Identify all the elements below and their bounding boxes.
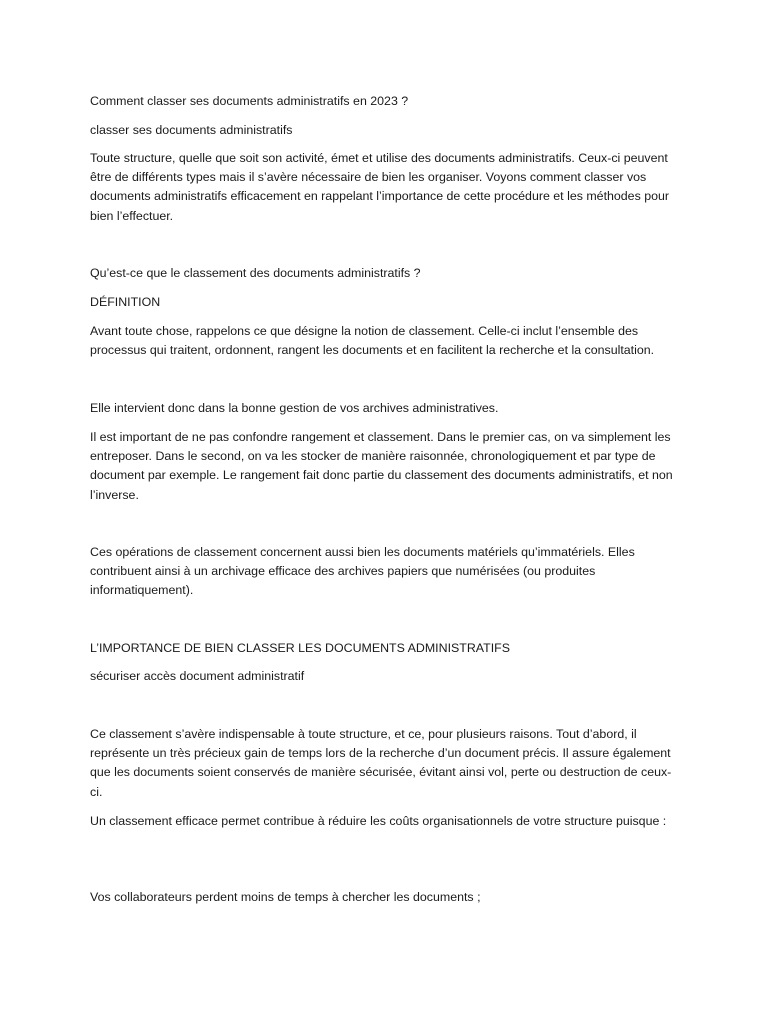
paragraph: Elle intervient donc dans la bonne gestion de vos archives administratives.: [90, 401, 499, 415]
list-item: Vos collaborateurs perdent moins de temps à chercher les documents ;: [90, 890, 481, 904]
paragraph: Un classement efficace permet contribue à réduire les coûts organisationnels de votre structure puisque :: [90, 814, 667, 828]
document-title: Comment classer ses documents administratifs en 2023 ?: [90, 94, 409, 108]
paragraph: Il est important de ne pas confondre rangement et classement. Dans le premier cas, on va simplement les entreposer. Dans le second, on va les stocker de manière raisonnée, chronologiquement et par type de document par exemple. Le rangement fait donc partie du classement des documents administratifs, et non l’inverse.: [90, 430, 673, 502]
intro-paragraph: Toute structure, quelle que soit son activité, émet et utilise des documents administratifs. Ceux-ci peuvent être de différents types mais il s’avère nécessaire de bien les organiser. Voyons comment classer vos documents administratifs efficacement en rappelant l’importance de cette procédure et les méthodes pour bien l’effectuer.: [90, 151, 670, 223]
section-subheading: DÉFINITION: [90, 295, 161, 309]
paragraph: Avant toute chose, rappelons ce que désigne la notion de classement. Celle-ci inclut l’ensemble des processus qui traitent, ordonnent, rangent les documents et en facilitent la recherche et la consultation.: [90, 324, 655, 358]
image-caption: sécuriser accès document administratif: [90, 669, 305, 683]
section-heading: Qu’est-ce que le classement des documents administratifs ?: [90, 266, 421, 280]
paragraph: Ces opérations de classement concernent aussi bien les documents matériels qu’immatériels. Elles contribuent ainsi à un archivage efficace des archives papiers que numérisées (ou produites informatiquement).: [90, 545, 635, 598]
image-caption: classer ses documents administratifs: [90, 123, 293, 137]
section-heading: L’IMPORTANCE DE BIEN CLASSER LES DOCUMENTS ADMINISTRATIFS: [90, 641, 510, 655]
paragraph: Ce classement s’avère indispensable à toute structure, et ce, pour plusieurs raisons. Tout d’abord, il représente un très précieux gain de temps lors de la recherche d’un document précis. Il assure également que les documents soient conservés de manière sécurisée, évitant ainsi vol, perte ou destruction de ceux-ci.: [90, 727, 672, 799]
